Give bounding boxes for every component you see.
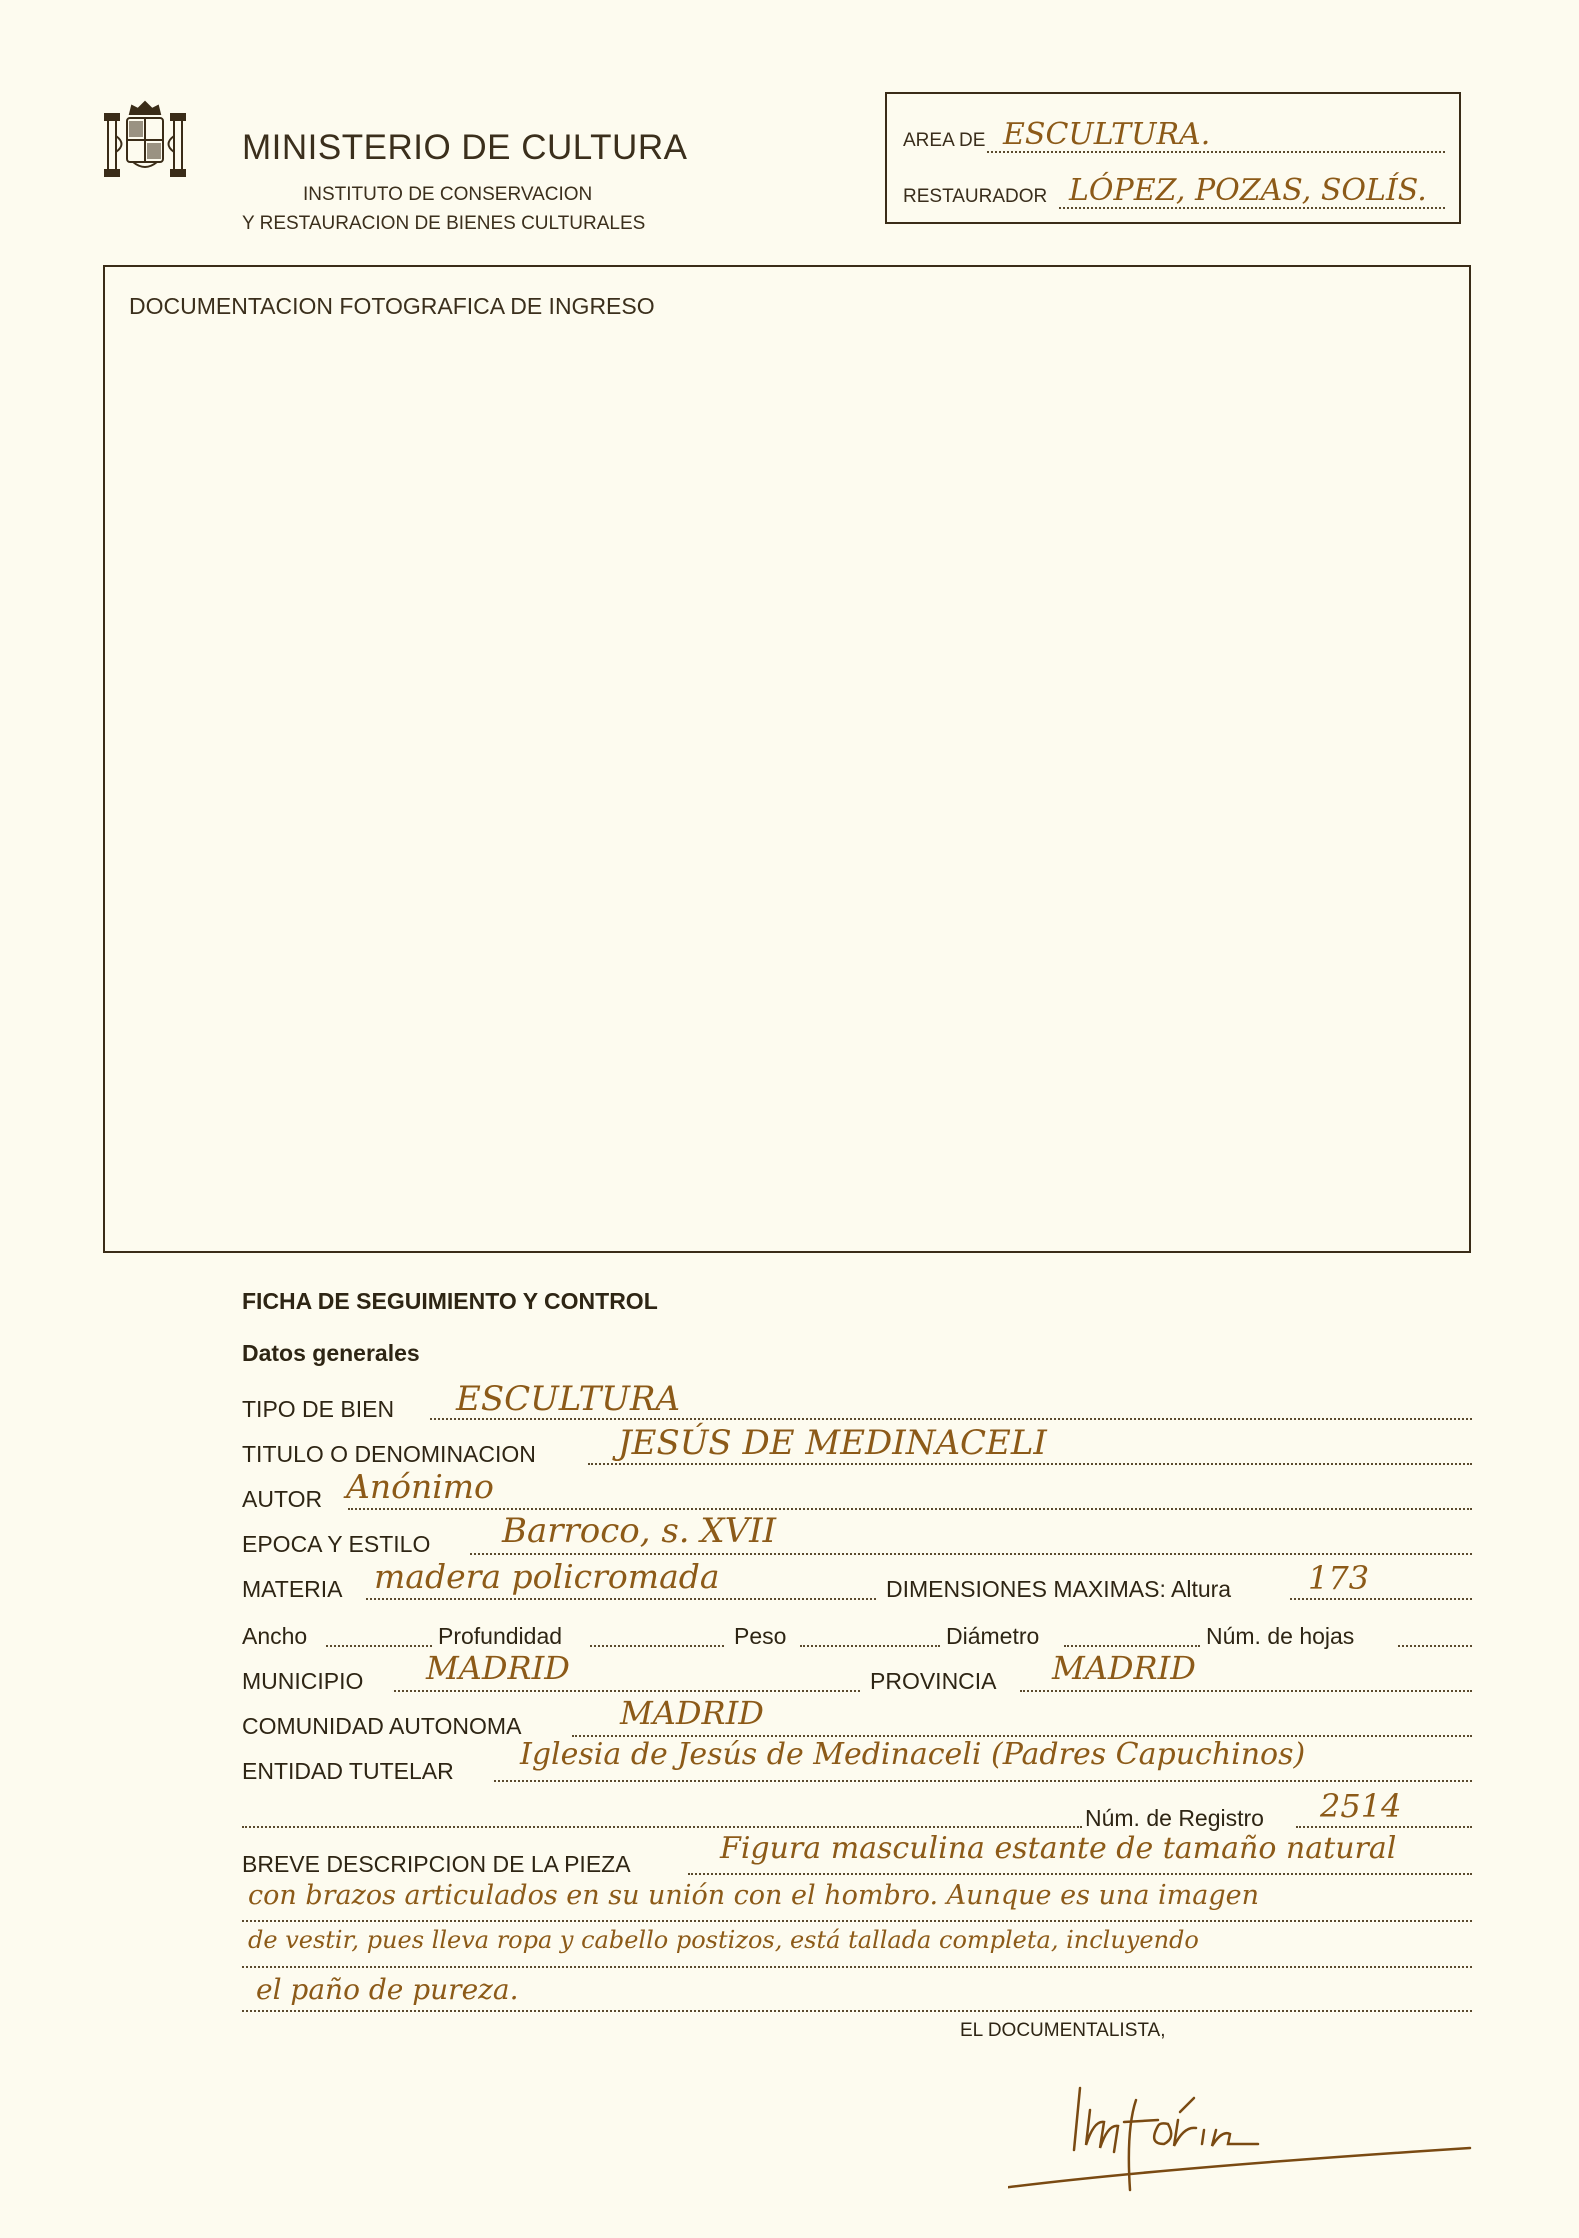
autor-value: Anónimo [346,1467,494,1506]
ancho-label: Ancho [242,1623,308,1649]
photo-documentation-label: DOCUMENTACION FOTOGRAFICA DE INGRESO [129,293,655,319]
area-label: AREA DE [903,130,986,151]
restaurador-label: RESTAURADOR [903,186,1048,207]
institute-line-2: Y RESTAURACION DE BIENES CULTURALES [242,213,646,234]
tipo-value: ESCULTURA [456,1379,681,1419]
dimensiones-label: DIMENSIONES MAXIMAS: Altura [886,1576,1232,1602]
descripcion-dotted-line-1 [688,1873,1472,1875]
diametro-label: Diámetro [946,1623,1040,1649]
area-value: ESCULTURA. [1003,117,1211,152]
epoca-label: EPOCA Y ESTILO [242,1531,431,1557]
ficha-title: FICHA DE SEGUIMIENTO Y CONTROL [242,1288,658,1314]
area-box [885,92,1461,224]
signature-icon [1008,2040,1478,2200]
peso-dotted-line [800,1645,940,1647]
coat-of-arms-icon [100,96,190,186]
titulo-value: JESÚS DE MEDINACELI [618,1423,1047,1463]
hojas-dotted-line [1398,1645,1472,1647]
tipo-label: TIPO DE BIEN [242,1396,395,1422]
entidad-dotted-line [494,1780,1472,1782]
peso-label: Peso [734,1623,787,1649]
autor-dotted-line [348,1508,1472,1510]
registro-value: 2514 [1320,1787,1402,1825]
descripcion-label: BREVE DESCRIPCION DE LA PIEZA [242,1851,631,1877]
comunidad-value: MADRID [620,1694,764,1732]
municipio-label: MUNICIPIO [242,1668,364,1694]
institute-line-1: INSTITUTO DE CONSERVACION [303,184,593,205]
diametro-dotted-line [1064,1645,1200,1647]
autor-label: AUTOR [242,1486,323,1512]
profundidad-dotted-line [590,1645,724,1647]
descripcion-line-3: de vestir, pues lleva ropa y cabello postizos, está tallada completa, incluyendo [248,1926,1199,1954]
descripcion-line-4: el paño de pureza. [256,1973,519,2006]
hojas-label: Núm. de hojas [1206,1623,1355,1649]
descripcion-line-2: con brazos articulados en su unión con el hombro. Aunque es una imagen [248,1880,1259,1911]
altura-dotted-line [1290,1598,1472,1600]
materia-label: MATERIA [242,1576,343,1602]
descripcion-dotted-line-3 [242,1966,1472,1968]
descripcion-dotted-line-2 [242,1920,1472,1922]
ancho-dotted-line [326,1645,432,1647]
documentalista-label: EL DOCUMENTALISTA, [960,2020,1166,2041]
epoca-value: Barroco, s. XVII [502,1511,777,1551]
descripcion-line-1: Figura masculina estante de tamaño natural [720,1831,1397,1866]
entidad-value: Iglesia de Jesús de Medinaceli (Padres Capuchinos) [520,1737,1306,1772]
provincia-label: PROVINCIA [870,1668,997,1694]
restaurador-value: LÓPEZ, POZAS, SOLÍS. [1069,173,1427,208]
comunidad-label: COMUNIDAD AUTONOMA [242,1713,522,1739]
materia-dotted-line [366,1598,876,1600]
extra-dotted-line [242,1826,1082,1828]
altura-value: 173 [1308,1559,1370,1597]
registro-label: Núm. de Registro [1085,1805,1264,1831]
municipio-dotted-line [394,1690,860,1692]
ministry-title: MINISTERIO DE CULTURA [242,128,688,167]
profundidad-label: Profundidad [438,1623,563,1649]
epoca-dotted-line [470,1553,1472,1555]
registro-dotted-line [1296,1826,1472,1828]
provincia-dotted-line [1020,1690,1472,1692]
materia-value: madera policromada [374,1557,720,1596]
ficha-subtitle: Datos generales [242,1340,420,1366]
descripcion-dotted-line-4 [242,2010,1472,2012]
entidad-label: ENTIDAD TUTELAR [242,1758,454,1784]
municipio-value: MADRID [426,1649,570,1687]
titulo-label: TITULO O DENOMINACION [242,1441,536,1467]
titulo-dotted-line [588,1463,1472,1465]
provincia-value: MADRID [1052,1649,1196,1687]
photo-documentation-box [103,265,1471,1253]
